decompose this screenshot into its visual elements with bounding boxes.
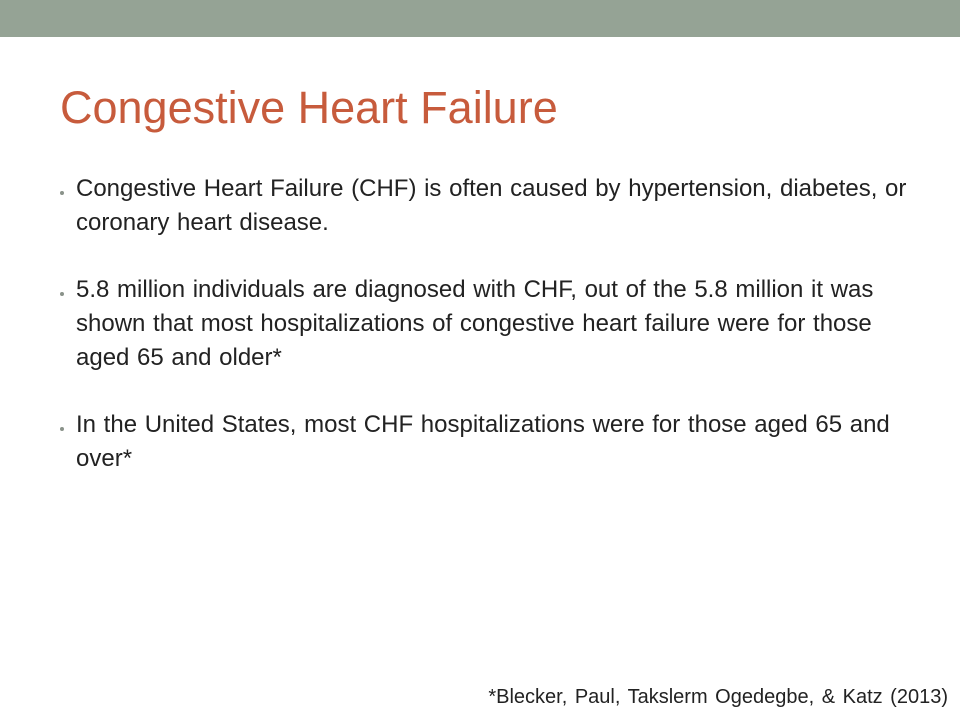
bullet-item xyxy=(60,273,920,375)
bullet-dot-icon xyxy=(60,427,64,431)
citation-footnote: *Blecker, Paul, Takslerm Ogedegbe, & Katz (2013) xyxy=(488,686,948,708)
slide-title: Congestive Heart Failure xyxy=(60,82,558,133)
bullet-dot-icon xyxy=(60,292,64,296)
bullet-dot-icon xyxy=(60,191,64,195)
bullet-text: In the United States, most CHF hospitalizations were for those aged 65 and over* xyxy=(76,411,890,472)
bullet-text: Congestive Heart Failure (CHF) is often caused by hypertension, diabetes, or coronary heart disease. xyxy=(76,175,907,236)
bullet-text: 5.8 million individuals are diagnosed with CHF, out of the 5.8 million it was shown that most hospitalizations of congestive heart failure were for those aged 65 and older* xyxy=(76,276,874,371)
bullet-list xyxy=(60,172,920,509)
bullet-item xyxy=(60,408,920,476)
top-accent-bar xyxy=(0,0,960,37)
bullet-item xyxy=(60,172,920,240)
